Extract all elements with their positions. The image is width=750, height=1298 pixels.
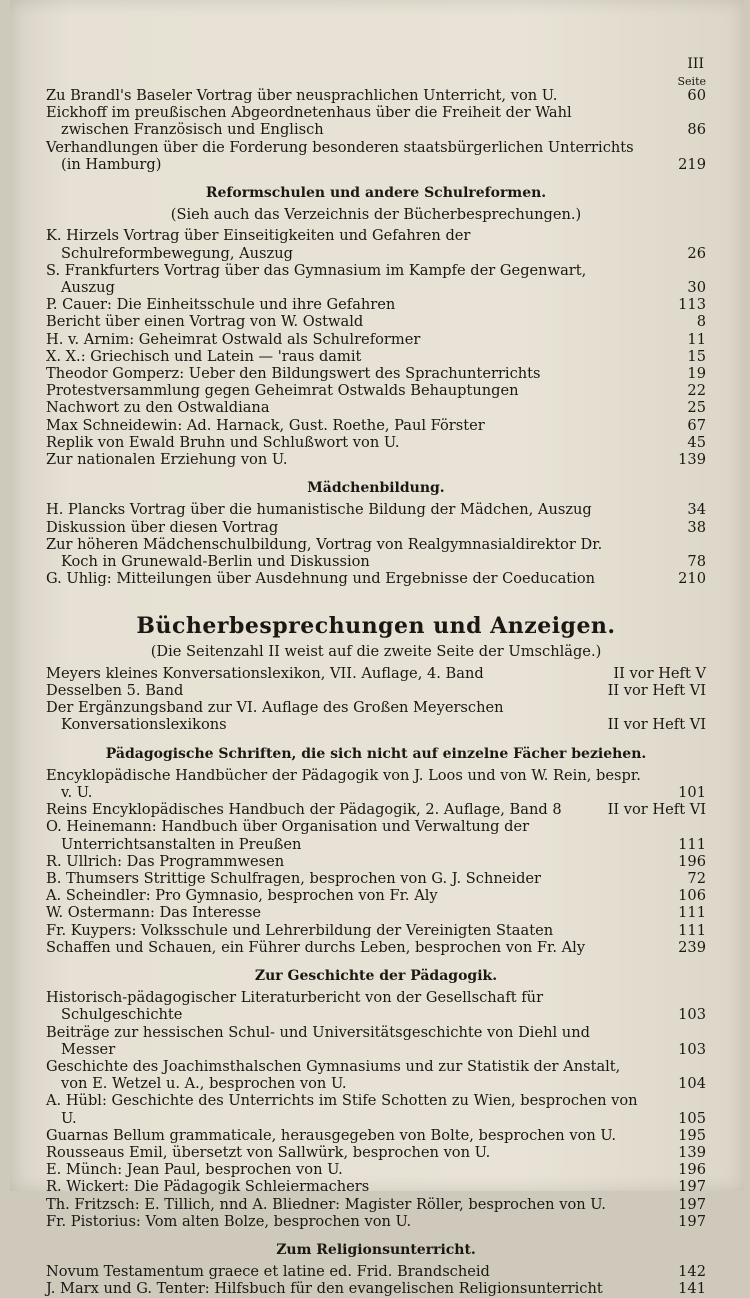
toc-entry [46,536,706,570]
entry-title: H. Plancks Vortrag über die humanistische Bildung der Mädchen, Auszug [46,501,592,519]
toc-entry [46,434,706,451]
entry-title: J. Marx und G. Tenter: Hilfsbuch für den evangelischen Religionsunterricht [46,1280,603,1298]
entry-title: Max Schneidewin: Ad. Harnack, Gust. Roethe, Paul Förster [46,416,485,434]
entry-title: Replik von Ewald Bruhn und Schlußwort von U. [46,433,400,451]
entry-title: Verhandlungen über die Forderung besonderen staatsbürgerlichen Unterrichts (in Hamburg) [46,138,634,173]
entry-title: R. Wickert: Die Pädagogik Schleiermachers [46,1178,370,1196]
entry-title: Guarnas Bellum grammaticale, herausgegeben von Bolte, besprochen von U. [46,1126,617,1144]
entry-page: 78 [687,553,706,571]
toc-entry [46,87,706,104]
table-of-contents [46,52,706,1298]
entry-page: 26 [687,244,706,262]
entry-page: II vor Heft VI [607,801,706,819]
entry-title: Zu Brandl's Baseler Vortrag über neusprachlichen Unterricht, von U. [46,87,558,104]
entry-page: 34 [687,501,706,519]
toc-entry [46,1127,706,1144]
entry-title: W. Ostermann: Das Interesse [46,904,261,922]
seite-label: Seite [677,75,706,88]
toc-entry [46,451,706,468]
toc-entry [46,1178,706,1195]
page-number: III [687,56,704,72]
entry-title: Historisch-pädagogischer Literaturbericht von der Gesellschaft für Schulgeschichte [46,989,544,1024]
entry-page: 11 [687,330,706,348]
entry-page: 197 [678,1212,706,1230]
toc-entry [46,331,706,348]
entry-title: Fr. Kuypers: Volksschule und Lehrerbildung der Vereinigten Staaten [46,921,554,939]
entry-title: R. Ullrich: Das Programmwesen [46,852,285,870]
toc-entry [46,570,706,587]
entry-page: 86 [687,121,706,139]
toc-entry [46,1196,706,1213]
entry-page: 142 [678,1263,706,1281]
entry-title: Zur höheren Mädchenschulbildung, Vortrag von Realgymnasialdirektor Dr. Koch in Grunewald-Berlin und Diskussion [46,535,603,571]
entry-page: 106 [678,887,706,905]
entry-page: 219 [678,155,706,173]
toc-entry [46,313,706,330]
entry-page: 239 [678,938,706,956]
toc-entry [46,262,706,296]
entry-page: 25 [687,399,706,417]
entry-page: 101 [678,783,706,801]
toc-entry [46,801,706,818]
entry-title: Beiträge zur hessischen Schul- und Universitätsgeschichte von Diehl und Messer [46,1023,590,1058]
section-maedchenbildung [46,501,706,587]
toc-entry [46,904,706,921]
entry-page: 103 [678,1040,706,1058]
entry-title: E. Münch: Jean Paul, besprochen von U. [46,1161,343,1179]
entry-title: Protestversammlung gegen Geheimrat Ostwalds Behauptungen [46,382,519,400]
toc-entry [46,399,706,416]
toc-entry [46,365,706,382]
toc-entry [46,1024,706,1058]
entry-title: Geschichte des Joachimsthalschen Gymnasiums und zur Statistik der Anstalt, von E. Wetzel u. A., besprochen von U. [46,1057,621,1093]
toc-entry [46,104,706,138]
toc-entry [46,939,706,956]
toc-entry [46,1144,706,1161]
entry-title: Der Ergänzungsband zur VI. Auflage des Großen Meyerschen Konversationslexikons [46,699,504,734]
entry-page: 72 [687,869,706,887]
entry-title: B. Thumsers Strittige Schulfragen, besprochen von G. J. Schneider [46,869,542,887]
toc-entry [46,1161,706,1178]
entry-page: II vor Heft V [613,664,706,682]
section-paedagogische-schriften [46,767,706,956]
entry-page: 197 [678,1178,706,1196]
entry-title: P. Cauer: Die Einheitsschule und ihre Gefahren [46,296,396,314]
entry-page: 22 [687,382,706,400]
toc-entry [46,1058,706,1092]
note-buecherbesprechungen: (Die Seitenzahl II weist auf die zweite Seite der Umschläge.) [150,643,602,661]
entry-title: Zur nationalen Erziehung von U. [46,451,288,469]
entry-title: Novum Testamentum graece et latine ed. Frid. Brandscheid [46,1263,490,1281]
entry-page: II vor Heft VI [607,681,706,699]
toc-entry [46,417,706,434]
entry-page: 196 [678,1161,706,1179]
section-geschichte-paedagogik [46,989,706,1230]
entry-page: 139 [678,451,706,469]
entry-page: 15 [687,347,706,365]
toc-entry [46,767,706,801]
entry-page: 103 [678,1006,706,1024]
toc-entry [46,887,706,904]
toc-entry [46,1263,706,1280]
toc-entry [46,682,706,699]
entry-title: Bericht über einen Vortrag von W. Ostwald [46,313,364,331]
toc-entry [46,519,706,536]
entry-page: 139 [678,1143,706,1161]
entry-page: 19 [687,365,706,383]
heading-paedagogische-schriften: Pädagogische Schriften, die sich nicht auf einzelne Fächer beziehen. [105,745,647,762]
toc-entry [46,818,706,852]
section-reformschulen [46,227,706,468]
toc-entry [46,699,706,733]
entry-title: Fr. Pistorius: Vom alten Bolze, besprochen von U. [46,1212,412,1230]
entry-page: 196 [678,852,706,870]
entry-page: 210 [678,570,706,588]
entry-title: X. X.: Griechisch und Latein — 'raus damit [46,347,362,365]
entry-page: 111 [678,904,706,922]
toc-entry [46,1092,706,1126]
entry-title: Eickhoff im preußischen Abgeordnetenhaus über die Freiheit der Wahl zwischen Französisch und Englisch [46,104,572,139]
entry-page: 113 [678,296,706,314]
toc-entry [46,989,706,1023]
entry-page: 45 [687,433,706,451]
toc-entry [46,853,706,870]
entry-page: 104 [678,1075,706,1093]
book-page [10,0,744,1298]
entry-title: Desselben 5. Band [46,681,184,699]
heading-geschichte-paedagogik: Zur Geschichte der Pädagogik. [254,967,498,984]
entry-title: Reins Encyklopädisches Handbuch der Pädagogik, 2. Auflage, Band 8 [46,801,562,819]
entry-title: Encyklopädische Handbücher der Pädagogik von J. Loos und von W. Rein, bespr. v. U. [46,766,641,801]
toc-entry [46,227,706,261]
entry-page: 111 [678,921,706,939]
toc-entry [46,296,706,313]
entry-title: A. Scheindler: Pro Gymnasio, besprochen von Fr. Aly [46,887,438,905]
section-buecherbesprechungen [46,665,706,734]
entry-title: Diskussion über diesen Vortrag [46,518,279,536]
entry-title: A. Hübl: Geschichte des Unterrichts im Stife Schotten zu Wien, besprochen von U. [46,1092,638,1127]
entry-title: K. Hirzels Vortrag über Einseitigkeiten und Gefahren der Schulreformbewegung, Auszug [46,227,471,262]
heading-buecherbesprechungen: Bücherbesprechungen und Anzeigen. [136,613,616,640]
heading-maedchenbildung: Mädchenbildung. [307,480,445,497]
entry-page: 60 [687,87,706,104]
section-religionsunterricht [46,1263,706,1297]
entry-title: Meyers kleines Konversationslexikon, VII. Auflage, 4. Band [46,664,484,682]
note-reformschulen: (Sieh auch das Verzeichnis der Bücherbesprechungen.) [170,206,582,224]
toc-entry [46,139,706,173]
entry-title: G. Uhlig: Mitteilungen über Ausdehnung und Ergebnisse der Coeducation [46,570,596,588]
toc-entry [46,1213,706,1230]
entry-page: II vor Heft VI [607,716,706,734]
entry-page: 105 [678,1109,706,1127]
heading-reformschulen: Reformschulen und andere Schulreformen. [205,185,547,202]
entry-page: 8 [696,313,706,331]
entry-title: Nachwort zu den Ostwaldiana [46,399,270,417]
toc-entry [46,922,706,939]
toc-entry [46,501,706,518]
entry-title: Th. Fritzsch: E. Tillich, nnd A. Bliedner: Magister Röller, besprochen von U. [46,1195,606,1213]
heading-religionsunterricht: Zum Religionsunterricht. [276,1241,476,1258]
entry-page: 195 [678,1126,706,1144]
toc-entry [46,348,706,365]
section-sprachunterricht [46,87,706,173]
entry-title: Schaffen und Schauen, ein Führer durchs Leben, besprochen von Fr. Aly [46,938,586,956]
entry-page: 141 [678,1280,706,1298]
entry-page: 38 [687,518,706,536]
entry-title: O. Heinemann: Handbuch über Organisation und Verwaltung der Unterrichtsanstalten in Preußen [46,818,530,853]
entry-title: Rousseaus Emil, übersetzt von Sallwürk, besprochen von U. [46,1143,491,1161]
entry-title: S. Frankfurters Vortrag über das Gymnasium im Kampfe der Gegenwart, Auszug [46,261,587,297]
toc-entry [46,382,706,399]
toc-entry [46,870,706,887]
entry-page: 111 [678,835,706,853]
entry-page: 67 [687,416,706,434]
toc-entry [46,665,706,682]
entry-page: 197 [678,1195,706,1213]
entry-page: 30 [687,279,706,297]
entry-title: H. v. Arnim: Geheimrat Ostwald als Schulreformer [46,330,421,348]
entry-title: Theodor Gomperz: Ueber den Bildungswert des Sprachunterrichts [46,365,541,383]
toc-entry [46,1280,706,1297]
